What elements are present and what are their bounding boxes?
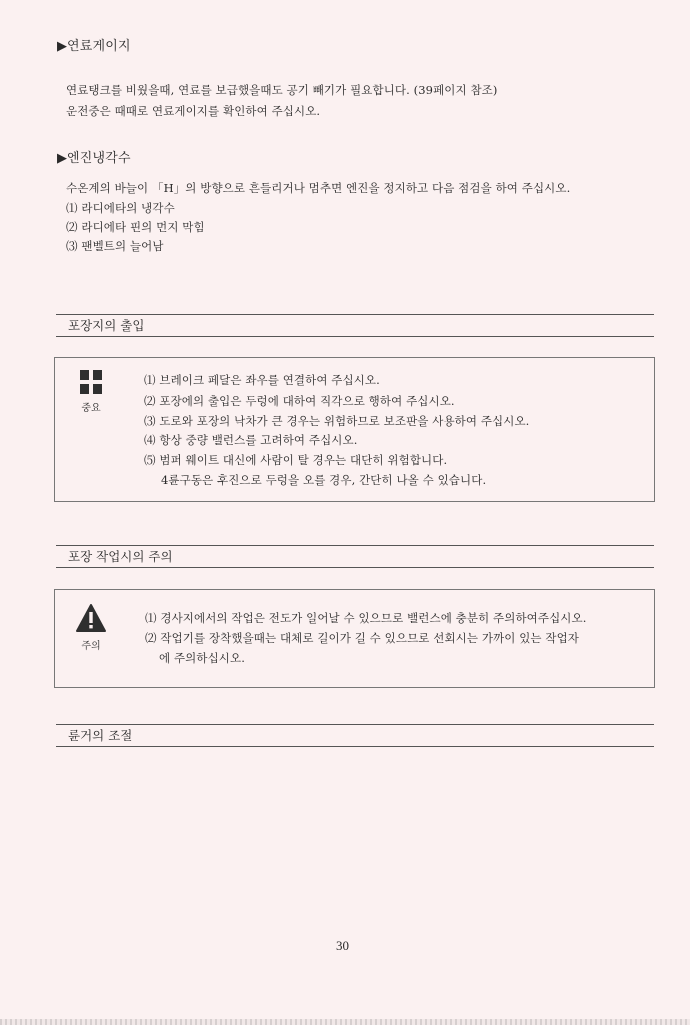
triangle-marker-icon: ▶ xyxy=(57,39,67,54)
important-icon xyxy=(79,369,103,399)
section-bottom-rule xyxy=(56,336,654,337)
fuel-gauge-line-2: 운전중은 때때로 연료게이지를 확인하여 주십시오. xyxy=(66,104,321,118)
engine-coolant-title: 엔진냉각수 xyxy=(67,151,131,166)
important-label: 중요 xyxy=(81,403,101,414)
field-work-line-1: ⑴ 경사지에서의 작업은 전도가 일어날 수 있으므로 밸런스에 충분히 주의하여주십시오. xyxy=(145,611,587,625)
triangle-marker-icon: ▶ xyxy=(57,151,67,166)
fuel-gauge-heading xyxy=(57,35,131,54)
warning-triangle-icon xyxy=(75,603,107,637)
field-work-line-2: ⑵ 작업기를 장착했을때는 대체로 길이가 길 수 있으므로 선회시는 가까이 있는 작업자 xyxy=(145,631,580,645)
section-top-rule xyxy=(56,545,654,546)
road-access-title: 포장지의 출입 xyxy=(68,318,145,333)
engine-coolant-line-2: ⑴ 라디에타의 냉각수 xyxy=(66,201,175,215)
important-notice-box xyxy=(54,357,655,502)
road-access-line-5: ⑸ 범퍼 웨이트 대신에 사람이 탈 경우는 대단히 위험합니다. xyxy=(144,453,448,467)
engine-coolant-line-3: ⑵ 라디에타 핀의 먼지 막힘 xyxy=(66,220,205,234)
page-number: 30 xyxy=(336,938,349,953)
road-access-line-1: ⑴ 브레이크 페달은 좌우를 연결하여 주십시오. xyxy=(144,373,380,387)
caution-label: 주의 xyxy=(81,641,101,652)
fuel-gauge-line-1: 연료탱크를 비웠을때, 연료를 보급했을때도 공기 빼기가 필요합니다. (39페이지 참조) xyxy=(66,83,498,97)
section-top-rule xyxy=(56,314,654,315)
road-access-line-3: ⑶ 도로와 포장의 낙차가 큰 경우는 위험하므로 보조판을 사용하여 주십시오. xyxy=(144,414,530,428)
section-top-rule xyxy=(56,724,654,725)
road-access-line-2: ⑵ 포장에의 출입은 두렁에 대하여 직각으로 행하여 주십시오. xyxy=(144,394,455,408)
field-work-title: 포장 작업시의 주의 xyxy=(68,549,173,564)
engine-coolant-line-1: 수온계의 바늘이 「H」의 방향으로 흔들리거나 멈추면 엔진을 정지하고 다음 점검을 하여 주십시오. xyxy=(66,181,571,195)
engine-coolant-line-4: ⑶ 팬벨트의 늘어남 xyxy=(66,239,164,253)
section-bottom-rule xyxy=(56,567,654,568)
caution-notice-box xyxy=(54,589,655,688)
engine-coolant-heading xyxy=(57,147,131,166)
field-work-line-3: 에 주의하십시오. xyxy=(159,651,245,665)
scan-edge xyxy=(0,1019,690,1025)
road-access-line-4: ⑷ 항상 중량 밸런스를 고려하여 주십시오. xyxy=(144,433,358,447)
tread-title: 륜거의 조절 xyxy=(68,728,133,743)
section-bottom-rule xyxy=(56,746,654,747)
fuel-gauge-title: 연료게이지 xyxy=(67,39,131,54)
road-access-line-6: 4륜구동은 후진으로 두렁을 오를 경우, 간단히 나올 수 있습니다. xyxy=(161,473,487,487)
